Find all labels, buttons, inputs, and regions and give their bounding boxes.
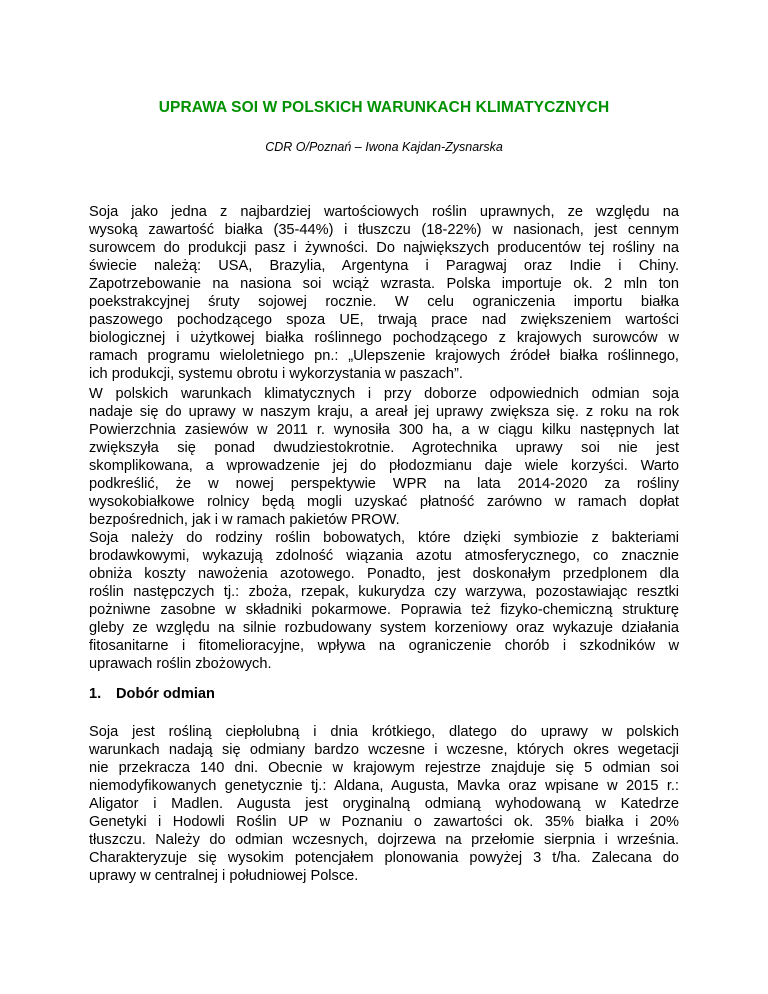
paragraph-line: podkreślić, że w nowej perspektywie WPR na lata 2014-2020 za rośliny bbox=[89, 476, 679, 492]
section-number: 1. bbox=[89, 686, 102, 702]
paragraph-line: brodawkowymi, wykazują zdolność wiązania azotu atmosferycznego, co znacznie bbox=[89, 548, 679, 564]
paragraph-line: skomplikowana, a wprowadzenie jej do płodozmianu daje wiele korzyści. Warto bbox=[89, 458, 679, 474]
paragraph-line: W polskich warunkach klimatycznych i przy doborze odpowiednich odmian soja bbox=[89, 386, 679, 402]
paragraph-line: Genetyki i Hodowli Roślin UP w Poznaniu o zawartości ok. 35% białka i 20% bbox=[89, 814, 679, 830]
paragraph-line: gleby ze względu na silnie rozbudowany system korzeniowy oraz wykazuje działania bbox=[89, 620, 679, 636]
paragraph-1 bbox=[89, 203, 679, 383]
paragraph-line: zwiększyła się ponad dwudziestokrotnie. Agrotechnika uprawy soi nie jest bbox=[89, 440, 679, 456]
paragraph-line: nadaje się do uprawy w naszym kraju, a areał jej uprawy zwiększa się. z roku na rok bbox=[89, 404, 679, 420]
paragraph-line: warunkach nadają się odmiany bardzo wczesne i wczesne, których okres wegetacji bbox=[89, 742, 679, 758]
section-heading bbox=[89, 686, 215, 702]
section-paragraph bbox=[89, 723, 679, 885]
paragraph-line: Charakteryzuje się wysokim potencjałem plonowania powyżej 3 t/ha. Zalecana do bbox=[89, 850, 679, 866]
paragraph-line: poekstrakcyjnej śruty sojowej rocznie. W celu ograniczenia importu białka bbox=[89, 294, 679, 310]
paragraph-line: roślin następczych tj.: zboża, rzepak, kukurydza czy warzywa, pozostawiając resztki bbox=[89, 584, 679, 600]
paragraph-line: Powierzchnia zasiewów w 2011 r. wynosiła 300 ha, a w ciągu kilku następnych lat bbox=[89, 422, 679, 438]
paragraph-line: Zapotrzebowanie na nasiona soi wciąż wzrasta. Polska importuje ok. 2 mln ton bbox=[89, 276, 679, 292]
paragraph-line: uprawy w centralnej i południowej Polsce. bbox=[89, 868, 359, 884]
paragraph-line: fitosanitarne i fitomelioracyjne, wpływa na ograniczenie chorób i szkodników w bbox=[89, 638, 679, 654]
paragraph-line: ramach programu wieloletniego pn.: „Ulepszenie krajowych źródeł białka roślinnego, bbox=[89, 348, 679, 364]
paragraph-line: wysokobiałkowe rolnicy będą mogli uzyskać płatność zarówno w ramach dopłat bbox=[89, 494, 679, 510]
paragraph-line: Soja jako jedna z najbardziej wartościowych roślin uprawnych, ze względu na bbox=[89, 204, 679, 220]
paragraph-line: tłuszczu. Należy do odmian wczesnych, dojrzewa na przełomie sierpnia i września. bbox=[89, 832, 679, 848]
paragraph-2 bbox=[89, 385, 679, 529]
paragraph-line: obniża koszty nawożenia azotowego. Ponadto, jest doskonałym przedplonem dla bbox=[89, 566, 679, 582]
paragraph-line: pożniwne zasobne w składniki pokarmowe. Poprawia też fizyko-chemiczną strukturę bbox=[89, 602, 679, 618]
document-title: UPRAWA SOI W POLSKICH WARUNKACH KLIMATYCZNYCH bbox=[158, 99, 610, 116]
paragraph-line: bezpośrednich, jak i w ramach pakietów PROW. bbox=[89, 512, 400, 528]
document-author: CDR O/Poznań – Iwona Kajdan-Zysnarska bbox=[265, 140, 503, 154]
paragraph-line: biologicznej i użytkowej białka roślinnego pochodzącego z krajowych surowców w bbox=[89, 330, 679, 346]
paragraph-line: Soja należy do rodziny roślin bobowatych, które dzięki symbiozie z bakteriami bbox=[89, 530, 679, 546]
section-title: Dobór odmian bbox=[116, 686, 215, 702]
paragraph-line: Aligator i Madlen. Augusta jest oryginalną odmianą wyhodowaną w Katedrze bbox=[89, 796, 679, 812]
paragraph-line: surowcem do produkcji pasz i żywności. Do największych producentów tej rośliny na bbox=[89, 240, 679, 256]
paragraph-line: nie przekracza 140 dni. Obecnie w krajowym rejestrze znajduje się 5 odmian soi bbox=[89, 760, 679, 776]
paragraph-3 bbox=[89, 529, 679, 673]
paragraph-line: niemodyfikowanych genetycznie tj.: Aldana, Augusta, Mavka oraz wpisane w 2015 r.: bbox=[89, 778, 679, 794]
paragraph-line: ich produkcji, systemu obrotu i wykorzystania w paszach”. bbox=[89, 366, 463, 382]
paragraph-line: Soja jest rośliną ciepłolubną i dnia krótkiego, dlatego do uprawy w polskich bbox=[89, 724, 679, 740]
paragraph-line: świecie należą: USA, Brazylia, Argentyna i Paragwaj oraz Indie i Chiny. bbox=[89, 258, 679, 274]
paragraph-line: wysoką zawartość białka (35-44%) i tłuszczu (18-22%) w nasionach, jest cennym bbox=[89, 222, 679, 238]
paragraph-line: paszowego pochodzącego spoza UE, trwają prace nad zwiększeniem wartości bbox=[89, 312, 679, 328]
paragraph-line: uprawach roślin zbożowych. bbox=[89, 656, 272, 672]
